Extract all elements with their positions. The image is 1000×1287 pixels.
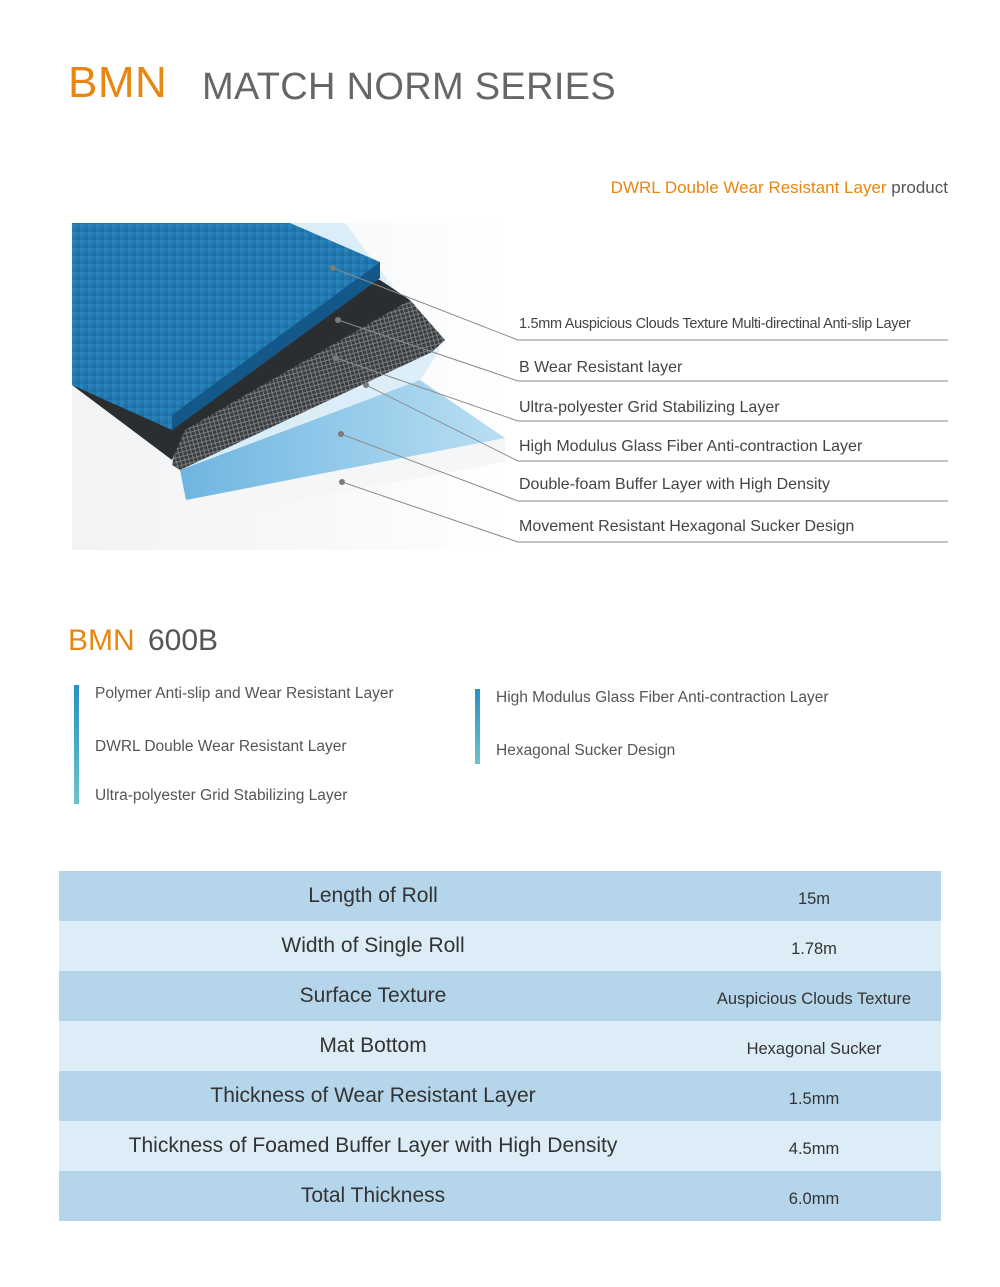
layer-label: High Modulus Glass Fiber Anti-contraction Layer — [519, 438, 863, 455]
spec-value: 4.5mm — [788, 1139, 840, 1158]
product-line-suffix: product — [886, 178, 948, 197]
spec-label: Thickness of Wear Resistant Layer — [210, 1084, 536, 1107]
spec-value: 6.0mm — [788, 1189, 840, 1208]
layer-label: B Wear Resistant layer — [519, 359, 683, 376]
spec-value: Auspicious Clouds Texture — [716, 989, 912, 1008]
layer-diagram — [0, 0, 1000, 560]
feature-item: Polymer Anti-slip and Wear Resistant Layer — [95, 685, 394, 702]
layer-label: Movement Resistant Hexagonal Sucker Design — [519, 518, 855, 535]
spec-value: 1.5mm — [788, 1089, 840, 1108]
spec-label: Length of Roll — [308, 884, 438, 907]
feature-item: High Modulus Glass Fiber Anti-contraction Layer — [496, 689, 829, 706]
layer-label: Double-foam Buffer Layer with High Density — [519, 476, 830, 493]
table-row — [59, 1171, 941, 1221]
table-row — [59, 921, 941, 971]
table-row — [59, 871, 941, 921]
spec-value: 1.78m — [791, 939, 837, 958]
feature-item: Hexagonal Sucker Design — [496, 742, 676, 759]
spec-label: Mat Bottom — [319, 1034, 427, 1057]
brand-title: BMN — [68, 58, 168, 107]
product-line-highlight: DWRL Double Wear Resistant Layer — [610, 178, 887, 197]
model-number: 600B — [148, 624, 219, 657]
layer-label: Ultra-polyester Grid Stabilizing Layer — [519, 399, 780, 416]
model-brand: BMN — [68, 624, 135, 657]
feature-item: DWRL Double Wear Resistant Layer — [95, 738, 347, 755]
feature-bar-left — [74, 685, 79, 804]
spec-label: Thickness of Foamed Buffer Layer with High Density — [128, 1134, 618, 1157]
spec-label: Total Thickness — [300, 1184, 446, 1207]
table-row — [59, 1121, 941, 1171]
series-title: MATCH NORM SERIES — [202, 66, 616, 108]
spec-label: Width of Single Roll — [281, 934, 465, 957]
spec-value: 15m — [797, 889, 831, 908]
spec-value: Hexagonal Sucker — [746, 1039, 882, 1058]
table-row — [59, 971, 941, 1021]
spec-label: Surface Texture — [299, 984, 447, 1007]
feature-item: Ultra-polyester Grid Stabilizing Layer — [95, 787, 348, 804]
table-row — [59, 1071, 941, 1121]
layer-label: 1.5mm Auspicious Clouds Texture Multi-directinal Anti-slip Layer — [519, 316, 911, 332]
feature-bar-right — [475, 689, 480, 764]
table-row — [59, 1021, 941, 1071]
spec-table — [59, 871, 941, 1221]
